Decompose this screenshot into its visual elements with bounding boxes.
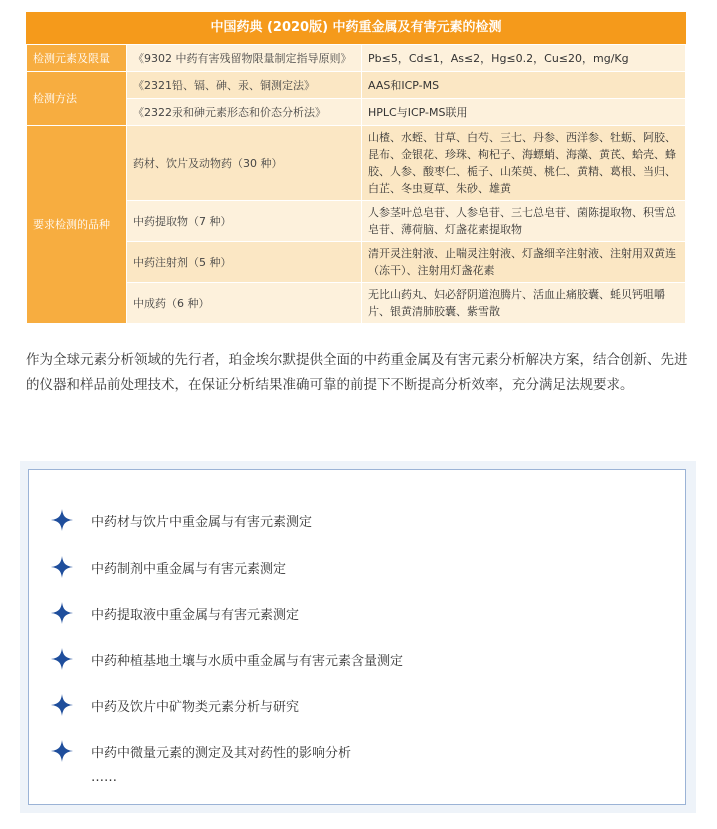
four-point-star-icon [51, 509, 73, 531]
four-point-star-icon [51, 556, 73, 578]
type-cell: 中成药（6 种） [127, 283, 362, 324]
value-cell: HPLC与ICP-MS联用 [362, 99, 686, 126]
standard-cell: 《2321铅、镉、砷、汞、铜测定法》 [127, 72, 362, 99]
list-item [51, 600, 299, 626]
heavy-metal-table [26, 12, 686, 324]
type-cell: 中药提取物（7 种） [127, 201, 362, 242]
type-cell: 药材、饮片及动物药（30 种） [127, 126, 362, 201]
value-cell: 清开灵注射液、止喘灵注射液、灯盏细辛注射液、注射用双黄连（冻干）、注射用灯盏花素 [362, 242, 686, 283]
list-item-label: 中药及饮片中矿物类元素分析与研究 [91, 699, 300, 715]
list-item-label: 中药种植基地土壤与水质中重金属与有害元素含量测定 [91, 653, 404, 669]
table-title: 中国药典 (2020版) 中药重金属及有害元素的检测 [26, 12, 686, 44]
list-item-label: 中药材与饮片中重金属与有害元素测定 [91, 514, 313, 530]
list-item [51, 692, 299, 718]
four-point-star-icon [51, 694, 73, 716]
table-row [27, 126, 686, 201]
list-item [51, 554, 286, 580]
table-body [26, 44, 686, 324]
category-cell: 检测方法 [27, 72, 127, 126]
solutions-list [28, 469, 686, 805]
list-item-label: 中药提取液中重金属与有害元素测定 [91, 607, 300, 623]
category-cell: 要求检测的品种 [27, 126, 127, 324]
list-item [51, 738, 351, 764]
standard-cell: 《2322汞和砷元素形态和价态分析法》 [127, 99, 362, 126]
table-row [27, 45, 686, 72]
list-item-label: 中药中微量元素的测定及其对药性的影响分析 [91, 745, 352, 761]
value-cell: 无比山药丸、妇必舒阴道泡腾片、活血止痛胶囊、蚝贝钙咀嚼片、银黄清肺胶囊、紫雪散 [362, 283, 686, 324]
list-item [51, 646, 403, 672]
standard-cell: 《9302 中药有害残留物限量制定指导原则》 [127, 45, 362, 72]
four-point-star-icon [51, 740, 73, 762]
four-point-star-icon [51, 602, 73, 624]
four-point-star-icon [51, 648, 73, 670]
type-cell: 中药注射剂（5 种） [127, 242, 362, 283]
list-item [51, 507, 312, 533]
list-item-label: 中药制剂中重金属与有害元素测定 [91, 561, 287, 577]
category-cell: 检测元素及限量 [27, 45, 127, 72]
value-cell: 山楂、水蛭、甘草、白芍、三七、丹参、西洋参、牡蛎、阿胶、昆布、金银花、珍珠、枸杞子、海螵蛸、海藻、黄芪、蛤壳、蜂胶、人参、酸枣仁、栀子、山茱萸、桃仁、黄精、葛根、当归、白芷、冬虫夏草、朱砂、雄黄 [362, 126, 686, 201]
table-row [27, 72, 686, 99]
value-cell: AAS和ICP-MS [362, 72, 686, 99]
solutions-panel [20, 461, 696, 813]
intro-paragraph: 作为全球元素分析领域的先行者，珀金埃尔默提供全面的中药重金属及有害元素分析解决方案，结合创新、先进的仪器和样品前处理技术，在保证分析结果准确可靠的前提下不断提高分析效率，充分满足法规要求。 [26, 352, 688, 393]
value-cell: Pb≤5，Cd≤1，As≤2，Hg≤0.2，Cu≤20，mg/Kg [362, 45, 686, 72]
list-ellipsis: …… [91, 770, 117, 785]
value-cell: 人参茎叶总皂苷、人参皂苷、三七总皂苷、菌陈提取物、积雪总皂苷、薄荷脑、灯盏花素提取物 [362, 201, 686, 242]
